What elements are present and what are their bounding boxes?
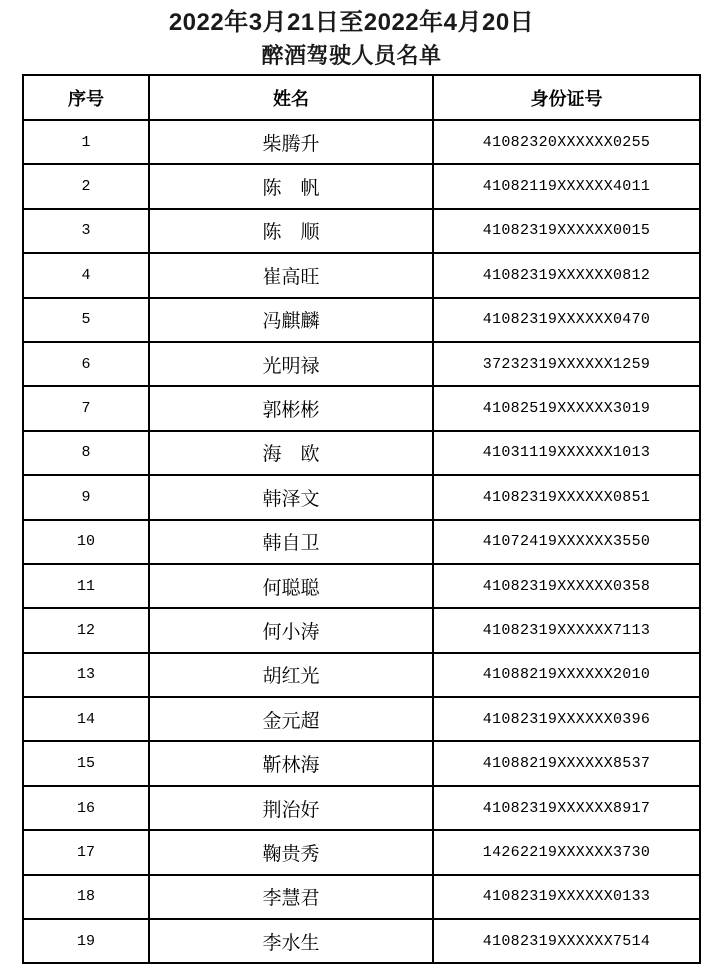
name-cell: 陈 帆 [149, 164, 433, 208]
serial-number-cell: 9 [23, 475, 149, 519]
id-number-cell: 41082319XXXXXX0470 [433, 298, 700, 342]
name-cell: 郭彬彬 [149, 386, 433, 430]
name-cell: 鞠贵秀 [149, 830, 433, 874]
serial-number-cell: 8 [23, 431, 149, 475]
id-number-cell: 41072419XXXXXX3550 [433, 520, 700, 564]
table-row [23, 520, 700, 564]
table-row [23, 342, 700, 386]
name-cell: 韩自卫 [149, 520, 433, 564]
table-row [23, 564, 700, 608]
id-number-cell: 41082319XXXXXX0812 [433, 253, 700, 297]
name-cell: 李慧君 [149, 875, 433, 919]
id-number-cell: 41088219XXXXXX2010 [433, 653, 700, 697]
serial-number-cell: 19 [23, 919, 149, 963]
serial-number-cell: 18 [23, 875, 149, 919]
id-number-cell: 41082319XXXXXX7514 [433, 919, 700, 963]
serial-number-cell: 7 [23, 386, 149, 430]
serial-number-cell: 14 [23, 697, 149, 741]
serial-number-cell: 13 [23, 653, 149, 697]
table-row [23, 608, 700, 652]
table-row [23, 830, 700, 874]
serial-number-cell: 3 [23, 209, 149, 253]
serial-number-cell: 10 [23, 520, 149, 564]
table-row [23, 919, 700, 963]
id-number-cell: 41082319XXXXXX0358 [433, 564, 700, 608]
id-number-cell: 41082119XXXXXX4011 [433, 164, 700, 208]
serial-number-cell: 5 [23, 298, 149, 342]
id-number-cell: 41082319XXXXXX0133 [433, 875, 700, 919]
header-id-number: 身份证号 [433, 75, 700, 120]
name-cell: 荆治好 [149, 786, 433, 830]
name-cell: 何聪聪 [149, 564, 433, 608]
name-cell: 陈 顺 [149, 209, 433, 253]
id-number-cell: 14262219XXXXXX3730 [433, 830, 700, 874]
name-cell: 李水生 [149, 919, 433, 963]
table-row [23, 653, 700, 697]
name-cell: 崔高旺 [149, 253, 433, 297]
name-cell: 靳林海 [149, 741, 433, 785]
name-cell: 光明禄 [149, 342, 433, 386]
serial-number-cell: 15 [23, 741, 149, 785]
table-body [23, 120, 700, 963]
table-row [23, 741, 700, 785]
name-cell: 何小涛 [149, 608, 433, 652]
header-name: 姓名 [149, 75, 433, 120]
serial-number-cell: 17 [23, 830, 149, 874]
id-number-cell: 41088219XXXXXX8537 [433, 741, 700, 785]
name-cell: 柴腾升 [149, 120, 433, 164]
name-cell: 金元超 [149, 697, 433, 741]
drunk-driving-roster-table [22, 74, 701, 964]
id-number-cell: 41082319XXXXXX0851 [433, 475, 700, 519]
table-row [23, 164, 700, 208]
serial-number-cell: 11 [23, 564, 149, 608]
table-row [23, 298, 700, 342]
serial-number-cell: 12 [23, 608, 149, 652]
serial-number-cell: 2 [23, 164, 149, 208]
name-cell: 冯麒麟 [149, 298, 433, 342]
table-row [23, 253, 700, 297]
serial-number-cell: 4 [23, 253, 149, 297]
id-number-cell: 41082519XXXXXX3019 [433, 386, 700, 430]
id-number-cell: 41082319XXXXXX8917 [433, 786, 700, 830]
name-cell: 韩泽文 [149, 475, 433, 519]
table-row [23, 475, 700, 519]
id-number-cell: 41082319XXXXXX0396 [433, 697, 700, 741]
table-row [23, 697, 700, 741]
title-date-range: 2022年3月21日至2022年4月20日 [168, 9, 535, 36]
table-header [23, 75, 700, 120]
id-number-cell: 41031119XXXXXX1013 [433, 431, 700, 475]
table-row [23, 120, 700, 164]
table-row [23, 875, 700, 919]
id-number-cell: 37232319XXXXXX1259 [433, 342, 700, 386]
id-number-cell: 41082320XXXXXX0255 [433, 120, 700, 164]
serial-number-cell: 1 [23, 120, 149, 164]
header-serial-number: 序号 [23, 75, 149, 120]
serial-number-cell: 6 [23, 342, 149, 386]
table-row [23, 386, 700, 430]
table-row [23, 431, 700, 475]
table-header-row [23, 75, 700, 120]
name-cell: 胡红光 [149, 653, 433, 697]
id-number-cell: 41082319XXXXXX0015 [433, 209, 700, 253]
table-row [23, 786, 700, 830]
serial-number-cell: 16 [23, 786, 149, 830]
title-roster-name: 醉酒驾驶人员名单 [261, 43, 442, 68]
id-number-cell: 41082319XXXXXX7113 [433, 608, 700, 652]
name-cell: 海 欧 [149, 431, 433, 475]
table-row [23, 209, 700, 253]
